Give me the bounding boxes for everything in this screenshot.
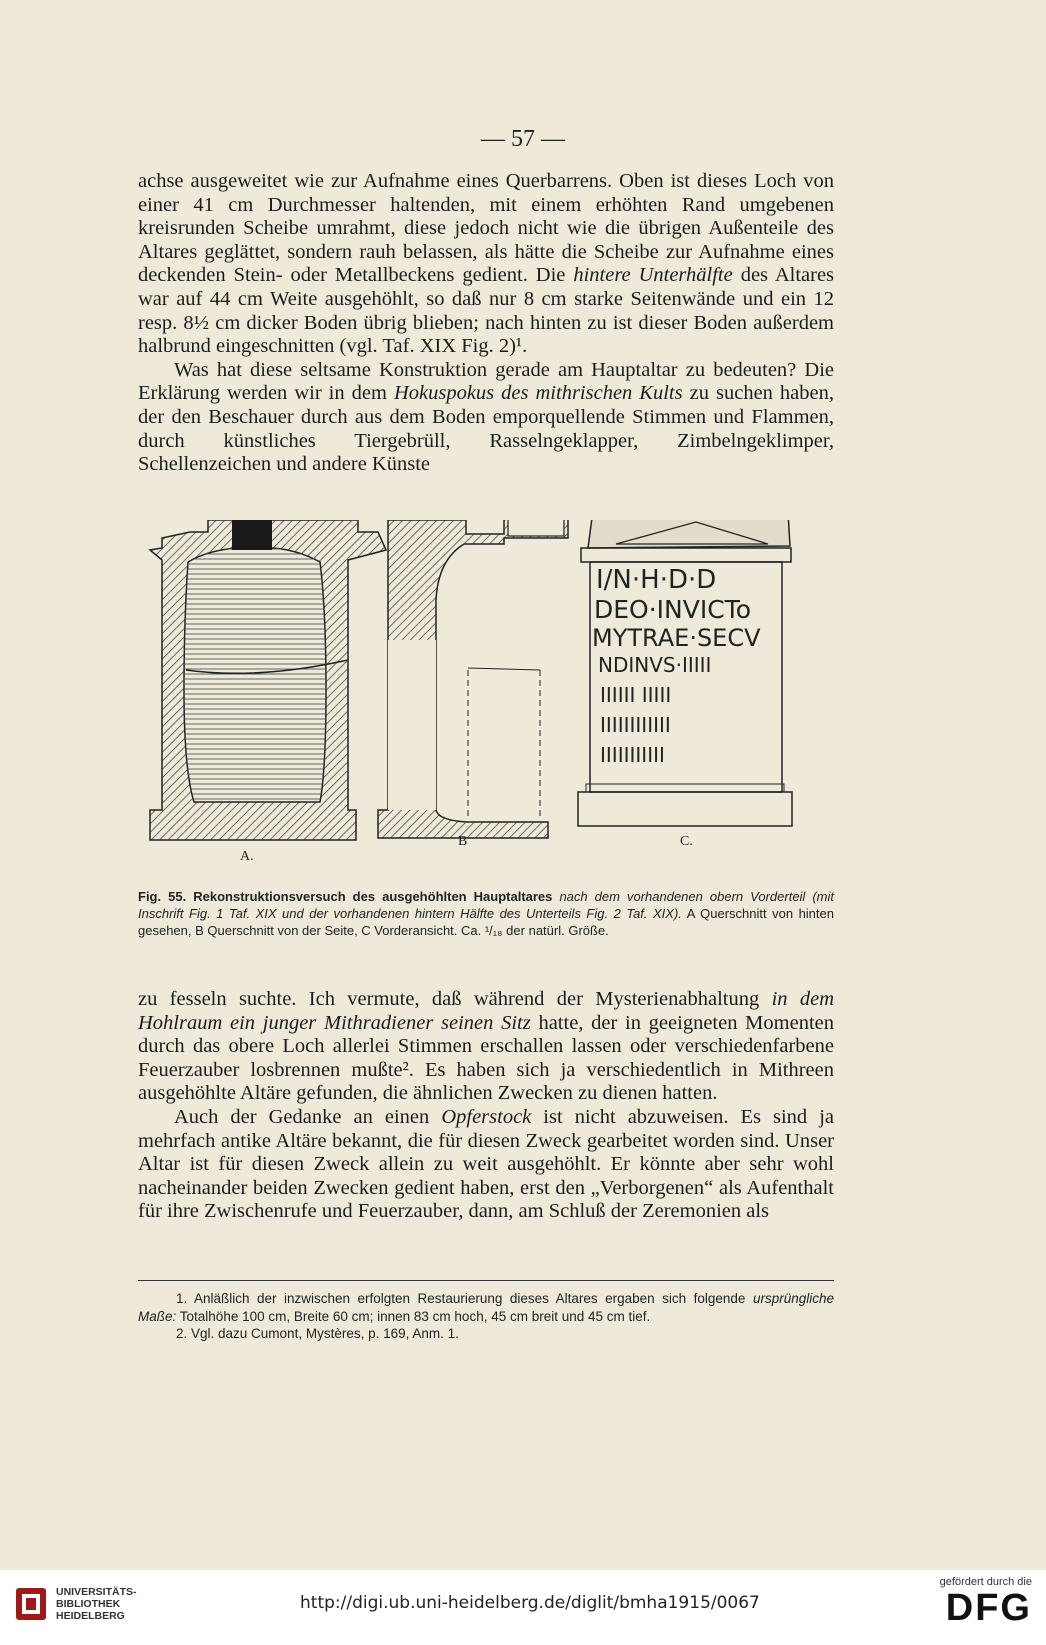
dfg-logo[interactable]: gefördert durch die DFG — [939, 1576, 1032, 1629]
inscription-line-5: IIIIII IIIII — [600, 683, 672, 707]
label-c: C. — [680, 834, 693, 849]
figure-caption: Fig. 55. Rekonstruktionsversuch des ausgehöhlten Hauptaltares nach dem vorhandenen obern Vorderteil (mit Inschrift Fig. 1 Taf. XIX und der vorhandenen hintern Hälfte des Unterteils Fig. 2 Taf. XIX). A Querschnitt von hinten gesehen, B Querschnitt von der Seite, C Vorderansicht. Ca. ¹/₁₈ der natürl. Größe. — [138, 889, 835, 938]
library-seal-icon — [14, 1586, 48, 1622]
label-a: A. — [240, 849, 254, 864]
inscription-line-3: MYTRAE·SECV — [592, 624, 761, 652]
footnote-2: 2. Vgl. dazu Cumont, Mystères, p. 169, Anm. 1. — [176, 1326, 459, 1341]
footnotes — [138, 1290, 834, 1343]
body-text-bottom — [138, 988, 834, 1224]
inscription-line-1: I/N·H·D·D — [596, 565, 717, 595]
paragraph-1: achse ausgeweitet wie zur Aufnahme eines Querbarrens. Oben ist dieses Loch von einer 41 cm Durchmesser haltenden, mit einem erhöhten Rand umgebenen kreisrunden Scheibe umrahmt, diese jedoch nicht wie die übrigen Außenteile des Altares geglättet, sondern rauh belassen, als hätte die Scheibe zur Aufnahme eines deckenden Stein- oder Metallbeckens gedient. Die hintere Unterhälfte des Altares war auf 44 cm Weite ausgehöhlt, so daß nur 8 cm starke Seitenwände und ein 12 resp. 8½ cm dicker Boden übrig blieben; nach hinten zu ist dieser Boden außerdem halbrund eingeschnitten (vgl. Taf. XIX Fig. 2)¹. — [138, 170, 835, 358]
label-b: B — [458, 834, 468, 849]
section-a-drawing — [150, 520, 386, 840]
inscription-line-4: NDINVS·IIIII — [598, 653, 712, 677]
page-number: — 57 — — [481, 126, 565, 152]
footer-bar — [0, 1570, 1046, 1645]
inscription-line-2: DEO·INVICTo — [594, 595, 751, 624]
body-text-top — [138, 170, 834, 477]
paragraph-2: Was hat diese seltsame Konstruktion gerade am Hauptaltar zu bedeuten? Die Erklärung werden wir in dem Hokuspokus des mithrischen Kults zu suchen haben, der den Beschauer durch aus dem Boden emporquellende Stimmen und Flammen, durch künstliches Tiergebrüll, Rasselngeklapper, Zimbelngeklimper, Schellenzeichen und andere Künste — [138, 358, 834, 476]
inscription-line-7: IIIIIIIIIII — [600, 743, 665, 767]
inscription-line-6: IIIIIIIIIIII — [600, 713, 671, 737]
library-logo[interactable]: UNIVERSITÄTS- BIBLIOTHEK HEIDELBERG — [14, 1586, 137, 1622]
paragraph-3: zu fesseln suchte. Ich vermute, daß während der Mysterienabhaltung in dem Hohlraum ein junger Mithradiener seinen Sitz hatte, der in geeigneten Momenten durch das obere Loch allerlei Stimmen erschallen lassen oder verschiedenfarbene Feuerzauber losbrennen mußte². Es haben sich ja verschiedentlich in Mithreen ausgehöhlte Altäre gefunden, die ähnlichen Zwecken zu dienen hatten. — [138, 988, 834, 1105]
inscription — [592, 565, 761, 767]
source-url-link[interactable]: http://digi.ub.uni-heidelberg.de/diglit/bmha1915/0067 — [300, 1593, 760, 1613]
footnote-divider — [138, 1280, 834, 1281]
footnote-1: 1. Anläßlich der inzwischen erfolgten Restaurierung dieses Altares ergaben sich folgende ursprüngliche Maße: Totalhöhe 100 cm, Breite 60 cm; innen 83 cm hoch, 45 cm breit und 45 cm tief. — [138, 1291, 834, 1324]
altar-figure — [148, 520, 836, 882]
section-b-drawing — [378, 520, 568, 838]
paragraph-4: Auch der Gedanke an einen Opferstock ist nicht abzuweisen. Es sind ja mehrfach antike Altäre bekannt, die für diesen Zweck gearbeitet worden sind. Unser Altar ist für diesen Zweck allein zu weit ausgehöhlt. Er könnte aber sehr wohl nacheinander beiden Zwecken gedient haben, erst den „Verborgenen“ als Aufenthalt für ihre Zwischenrufe und Feuerzauber, dann, am Schluß der Zeremonien als — [138, 1105, 834, 1223]
